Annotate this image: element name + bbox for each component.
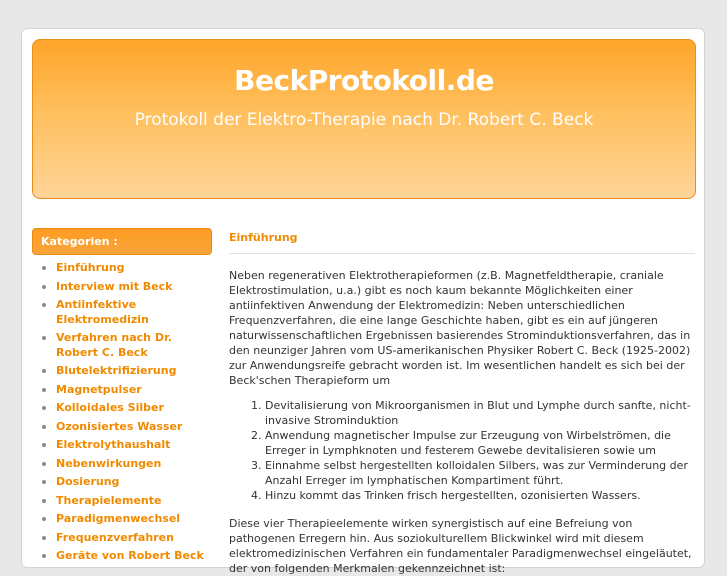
list-item: 3. Einnahme selbst hergestellten kolloidalen Silbers, was zur Verminderung der Anzahl Erreger im lymphatischen Kompartiment führt. — [265, 458, 695, 488]
sidebar-item-magnetpulser — [32, 383, 212, 398]
therapy-list — [229, 398, 695, 503]
sidebar-item-frequenzverfahren — [32, 531, 212, 546]
sidebar-item-silber — [32, 401, 212, 416]
sidebar-item-blutelektrifizierung — [32, 364, 212, 379]
page-container — [21, 28, 705, 575]
category-link[interactable]: Verfahren nach Dr. Robert C. Beck — [56, 331, 172, 359]
sidebar-item-verfahren — [32, 331, 212, 360]
site-title[interactable]: BeckProtokoll.de — [234, 64, 494, 97]
category-link[interactable]: Einführung — [56, 261, 125, 274]
list-item: 2. Anwendung magnetischer Impulse zur Erzeugung von Wirbelströmen, die Erreger in Lymphknoten und festerem Gewebe devitalisieren sowie um — [265, 428, 695, 458]
sidebar-item-wasser — [32, 420, 212, 435]
category-link[interactable]: Therapielemente — [56, 493, 162, 507]
site-subtitle: Protokoll der Elektro-Therapie nach Dr. Robert C. Beck — [134, 110, 594, 130]
category-link[interactable]: Elektrolythaushalt — [56, 438, 171, 451]
list-item: 4. Hinzu kommt das Trinken frisch hergestellten, ozonisierten Wassers. — [265, 488, 695, 503]
sidebar-item-antiinfektive — [32, 298, 212, 327]
sidebar-heading: Kategorien : — [32, 228, 212, 255]
category-link[interactable]: Interview mit Beck — [56, 279, 173, 293]
category-link[interactable]: Nebenwirkungen — [56, 456, 162, 470]
sidebar-item-einfuehrung — [32, 261, 212, 276]
category-link[interactable]: Frequenzverfahren — [56, 530, 174, 544]
intro-paragraph: Neben regenerativen Elektrotherapieformen (z.B. Magnetfeldtherapie, craniale Elektrostimulation, u.a.) gibt es noch kaum bekannte Möglichkeiten einer antiinfektiven Anwendung der Elektromedizin: Neben unterschiedlichen Frequenzverfahren, die eine lange Geschichte haben, gibt es ein auf jüngeren naturwissenschaftlichen Ergebnissen basierendes Strominduktionsverfahren, das in den neunziger Jahren vom US-amerikanischen Physiker Robert C. Beck (1925-2002) zur Anwendungsreife gebracht worden ist. Im wesentlichen handelt es sich bei der Beck'schen Therapieform um — [229, 269, 691, 387]
outro-paragraph: Diese vier Therapieelemente wirken synergistisch auf eine Befreiung von pathogenen Erregern hin. Aus soziokulturellem Blickwinkel wird mit diesem elektromedizinischen Verfahren ein fundamentaler Paradigmenwechsel eingeläutet, der von folgenden Merkmalen gekennzeichnet ist: — [229, 517, 692, 575]
list-item: 1. Devitalisierung von Mikroorganismen in Blut und Lymphe durch sanfte, nicht-invasive Strominduktion — [265, 398, 695, 428]
article-heading: Einführung — [229, 230, 695, 254]
main-content — [229, 230, 695, 576]
sidebar-item-interview — [32, 280, 212, 295]
category-list — [32, 261, 212, 564]
category-link[interactable]: Antiinfektive Elektromedizin — [56, 298, 149, 326]
sidebar-item-nebenwirkungen — [32, 457, 212, 472]
category-link[interactable]: Kolloidales Silber — [56, 401, 164, 414]
sidebar-item-geraete — [32, 549, 212, 564]
category-link[interactable]: Dosierung — [56, 475, 120, 488]
sidebar-item-elektrolyt — [32, 438, 212, 453]
sidebar-item-therapielemente — [32, 494, 212, 509]
category-link[interactable]: Ozonisiertes Wasser — [56, 419, 183, 433]
category-link[interactable]: Geräte von Robert Beck — [56, 549, 204, 562]
category-link[interactable]: Magnetpulser — [56, 382, 142, 396]
sidebar-item-paradigmenwechsel — [32, 512, 212, 527]
category-link[interactable]: Blutelektrifizierung — [56, 364, 177, 377]
sidebar-item-dosierung — [32, 475, 212, 490]
sidebar — [32, 228, 212, 568]
category-link[interactable]: Paradigmenwechsel — [56, 512, 181, 525]
site-header — [32, 39, 696, 199]
